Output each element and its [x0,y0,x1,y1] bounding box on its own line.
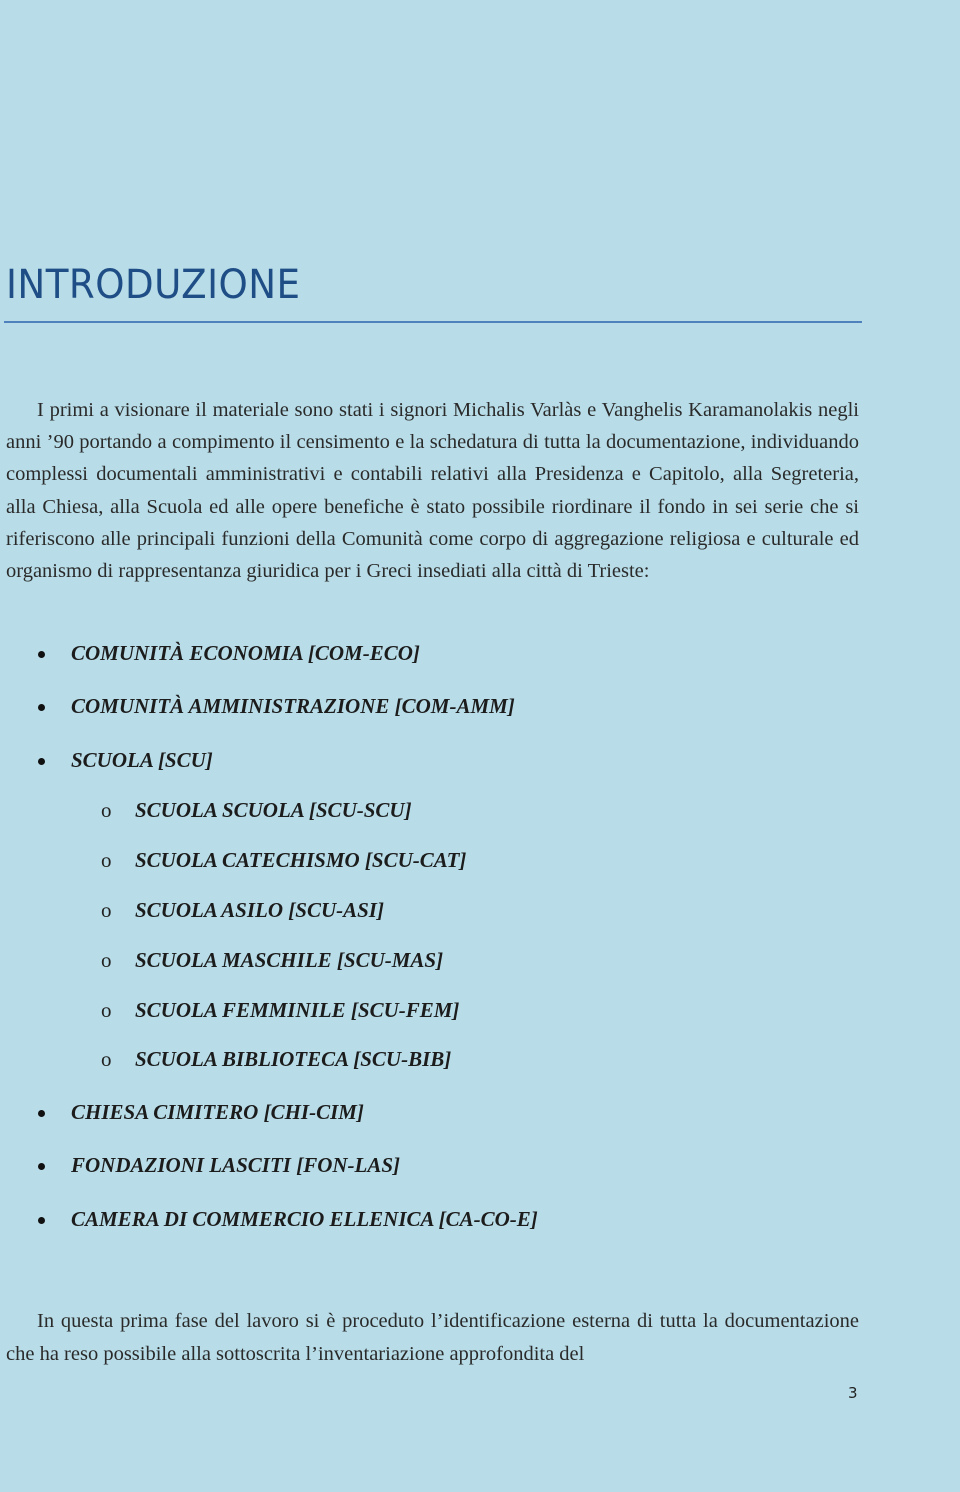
series-item [71,748,213,773]
bullet-icon [38,651,45,658]
subseries-label: SCUOLA CATECHISMO [SCU-CAT] [135,848,467,872]
bullet-icon [38,704,45,711]
series-label: COMUNITÀ AMMINISTRAZIONE [COM-AMM] [71,694,515,718]
subseries-label: SCUOLA MASCHILE [SCU-MAS] [135,948,444,972]
hollow-bullet-icon: o [101,848,112,872]
hollow-bullet-icon: o [101,998,112,1022]
closing-paragraph: In questa prima fase del lavoro si è proceduto l’identificazione esterna di tutta la documentazione che ha reso possibile alla sottoscrita l’inventariazione approfondita del [6,1310,859,1365]
subseries-item [101,848,467,873]
bullet-icon [38,1163,45,1170]
subseries-item [101,998,460,1023]
series-label: CHIESA CIMITERO [CHI-CIM] [71,1100,364,1124]
subseries-item [101,1047,452,1072]
bullet-icon [38,1217,45,1224]
hollow-bullet-icon: o [101,898,112,922]
intro-paragraph: I primi a visionare il materiale sono stati i signori Michalis Varlàs e Vanghelis Karamanolakis negli anni ’90 portando a compimento il censimento e la schedatura di tutta la documentazione, individuando complessi documentali amministrativi e contabili relativi alla Presidenza e Capitolo, alla Segreteria, alla Chiesa, alla Scuola ed alle opere benefiche è stato possibile riordinare il fondo in sei serie che si riferiscono alle principali funzioni della Comunità come corpo di aggregazione religiosa e culturale ed organismo di rappresentanza giuridica per i Greci insediati alla città di Trieste: [6,399,859,583]
title-underline [4,321,862,323]
subseries-item [101,798,412,823]
series-item [71,1100,364,1125]
subseries-label: SCUOLA FEMMINILE [SCU-FEM] [135,998,460,1022]
bullet-icon [38,1110,45,1117]
hollow-bullet-icon: o [101,1047,112,1071]
subseries-item [101,898,384,923]
subseries-label: SCUOLA SCUOLA [SCU-SCU] [135,798,412,822]
series-item [71,1153,400,1178]
page-number: 3 [848,1384,858,1402]
page-title: INTRODUZIONE [6,262,301,308]
series-label: COMUNITÀ ECONOMIA [COM-ECO] [71,641,420,665]
subseries-label: SCUOLA BIBLIOTECA [SCU-BIB] [135,1047,452,1071]
series-label: SCUOLA [SCU] [71,748,213,772]
series-item [71,641,420,666]
bullet-icon [38,758,45,765]
subseries-label: SCUOLA ASILO [SCU-ASI] [135,898,384,922]
series-item [71,694,515,719]
subseries-item [101,948,444,973]
series-label: FONDAZIONI LASCITI [FON-LAS] [71,1153,401,1177]
hollow-bullet-icon: o [101,798,112,822]
series-label: CAMERA DI COMMERCIO ELLENICA [CA-CO-E] [71,1207,538,1231]
series-item [71,1207,538,1232]
hollow-bullet-icon: o [101,948,112,972]
